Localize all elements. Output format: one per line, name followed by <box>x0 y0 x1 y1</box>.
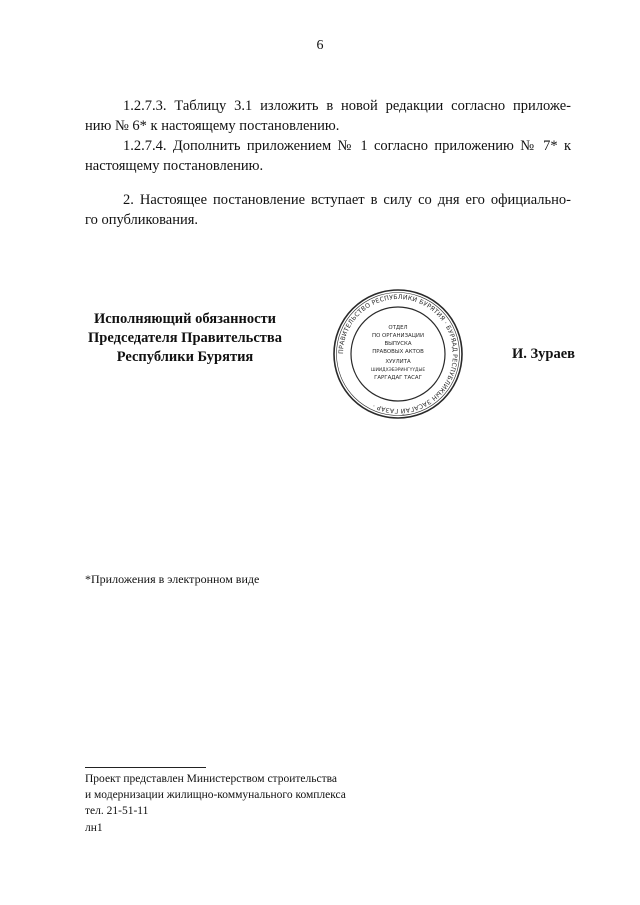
footer-line: Проект представлен Министерством строительства <box>85 773 338 785</box>
page-number: 6 <box>316 38 324 53</box>
seal-inner-text: ШИИДХЭБЭРИНГҮҮДЫЕ <box>370 368 426 373</box>
footer-divider <box>85 767 206 768</box>
appendix-footnote: *Приложения в электронном виде <box>85 572 260 586</box>
footer-line: и модернизации жилищно-коммунального комплекса <box>85 789 346 801</box>
footer-line: тел. 21-51-11 <box>85 805 149 817</box>
footer-project-info <box>85 771 346 819</box>
paragraph-2-effective <box>85 190 571 230</box>
executor-initials: лн1 <box>85 822 103 834</box>
paragraph-line: нию № 6* к настоящему постановлению. <box>85 118 340 134</box>
paragraph-line: 1.2.7.4. Дополнить приложением № 1 согласно приложению № 7* к <box>123 138 571 154</box>
seal-inner-text: ПРАВОВЫХ АКТОВ <box>372 349 424 355</box>
official-seal-stamp <box>331 287 465 421</box>
paragraph-line: 2. Настоящее постановление вступает в силу со дня его официально- <box>123 192 571 208</box>
signatory-title-line: Председателя Правительства <box>88 330 282 346</box>
seal-inner-text: ХУУЛИТА <box>385 359 411 365</box>
signatory-title <box>80 310 290 367</box>
seal-outer-text: ПРАВИТЕЛЬСТВО РЕСПУБЛИКИ БУРЯТИЯ · БУРЯАД РЕСПУБЛИКЫН ЗАСАГАЙ ГАЗАР · <box>337 293 459 415</box>
signatory-title-line: Республики Бурятия <box>116 349 254 365</box>
seal-inner-text: ОТДЕЛ <box>388 325 408 331</box>
seal-inner-text: ПО ОРГАНИЗАЦИИ <box>372 333 424 339</box>
signatory-title-line: Исполняющий обязанности <box>93 311 277 327</box>
seal-inner-text: ГАРГАДАГ ТАСАГ <box>374 375 422 381</box>
signatory-name: И. Зураев <box>511 346 575 362</box>
paragraph-1-2-7-3 <box>85 96 571 136</box>
seal-inner-text: ВЫПУСКА <box>384 341 412 347</box>
paragraph-line: 1.2.7.3. Таблицу 3.1 изложить в новой редакции согласно приложе- <box>123 98 571 114</box>
paragraph-line: настоящему постановлению. <box>85 158 264 174</box>
paragraph-line: го опубликования. <box>85 212 199 228</box>
paragraph-1-2-7-4 <box>85 136 571 176</box>
